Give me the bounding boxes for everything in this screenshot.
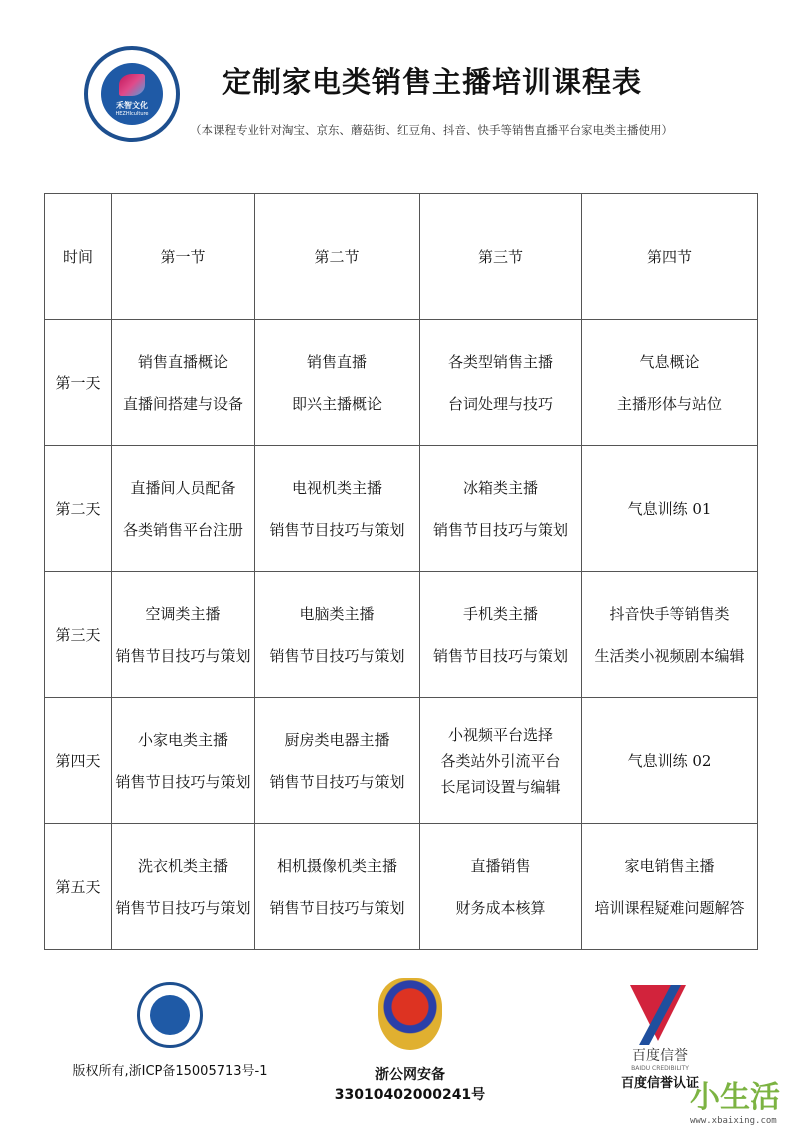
- lesson-line: 销售节目技巧与策划: [269, 646, 405, 665]
- course-schedule-table: [44, 193, 758, 950]
- lesson-cell: [582, 320, 758, 446]
- column-header: 时间: [45, 194, 112, 320]
- page-subtitle: （本课程专业针对淘宝、京东、蘑菇街、红豆角、抖音、快手等销售直播平台家电类主播使用）: [190, 123, 673, 137]
- company-logo-small: [137, 982, 203, 1048]
- lesson-cell: [420, 698, 582, 824]
- lesson-line: 财务成本核算: [455, 898, 546, 917]
- lesson-cell: [112, 446, 255, 572]
- lesson-line: 销售节目技巧与策划: [432, 646, 568, 665]
- lesson-line: 气息训练 01: [627, 499, 712, 518]
- company-logo: 禾智文化 HEZHIculture: [84, 46, 180, 142]
- lesson-line: 台词处理与技巧: [447, 394, 553, 413]
- lesson-line: 洗衣机类主播: [137, 856, 228, 875]
- lesson-line: 主播形体与站位: [616, 394, 722, 413]
- footer-copyright: 版权所有,浙ICP备15005713号-1: [70, 982, 270, 1079]
- lesson-line: 销售节目技巧与策划: [115, 646, 251, 665]
- lesson-line: 销售节目技巧与策划: [432, 520, 568, 539]
- lesson-cell: [255, 824, 420, 950]
- lesson-line: 气息概论: [639, 352, 700, 371]
- lesson-cell: [112, 572, 255, 698]
- lesson-cell: [112, 824, 255, 950]
- lesson-cell: [582, 572, 758, 698]
- column-header: 第三节: [420, 194, 582, 320]
- table-row: [45, 320, 758, 446]
- lesson-cell: [420, 320, 582, 446]
- header-row: [45, 194, 758, 320]
- lesson-cell: [582, 698, 758, 824]
- column-header: 第二节: [255, 194, 420, 320]
- lesson-line: 销售节目技巧与策划: [269, 772, 405, 791]
- lesson-cell: [420, 824, 582, 950]
- lesson-line: 电脑类主播: [299, 604, 375, 623]
- lesson-cell: [582, 446, 758, 572]
- lesson-line: 相机摄像机类主播: [276, 856, 397, 875]
- table-row: [45, 698, 758, 824]
- lesson-line: 销售直播概论: [137, 352, 228, 371]
- lesson-cell: [112, 698, 255, 824]
- footer-baidu: 百度信誉 BAIDU CREDIBILITY 百度信誉认证: [590, 985, 730, 1091]
- lesson-line: 长尾词设置与编辑: [440, 777, 561, 796]
- lesson-cell: [420, 572, 582, 698]
- lesson-line: 即兴主播概论: [291, 394, 382, 413]
- table-row: [45, 824, 758, 950]
- lesson-line: 销售节目技巧与策划: [115, 898, 251, 917]
- day-cell: 第一天: [45, 320, 112, 446]
- lesson-line: 直播间搭建与设备: [122, 394, 243, 413]
- lesson-line: 销售节目技巧与策划: [269, 520, 405, 539]
- lesson-line: 各类站外引流平台: [440, 751, 561, 770]
- lesson-line: 各类型销售主播: [447, 352, 553, 371]
- lesson-line: 小家电类主播: [137, 730, 228, 749]
- column-header: 第一节: [112, 194, 255, 320]
- watermark: 小生活 www.xbaixing.com: [690, 1080, 780, 1126]
- police-emblem-icon: [378, 978, 442, 1050]
- lesson-line: 电视机类主播: [291, 478, 382, 497]
- lesson-cell: [255, 320, 420, 446]
- lesson-line: 家电销售主播: [624, 856, 715, 875]
- lesson-line: 生活类小视频剧本编辑: [594, 646, 745, 665]
- lesson-cell: [420, 446, 582, 572]
- table-row: [45, 446, 758, 572]
- lesson-line: 各类销售平台注册: [122, 520, 243, 539]
- day-cell: 第三天: [45, 572, 112, 698]
- lesson-line: 厨房类电器主播: [284, 730, 390, 749]
- table-row: [45, 572, 758, 698]
- lesson-cell: [255, 572, 420, 698]
- lesson-line: 销售节目技巧与策划: [115, 772, 251, 791]
- lesson-line: 抖音快手等销售类: [609, 604, 730, 623]
- day-cell: 第二天: [45, 446, 112, 572]
- day-cell: 第五天: [45, 824, 112, 950]
- lesson-line: 空调类主播: [145, 604, 221, 623]
- lesson-cell: [112, 320, 255, 446]
- lesson-cell: [582, 824, 758, 950]
- lesson-line: 直播销售: [470, 856, 531, 875]
- lesson-line: 销售节目技巧与策划: [269, 898, 405, 917]
- lesson-line: 销售直播: [306, 352, 367, 371]
- page-title: 定制家电类销售主播培训课程表: [222, 65, 643, 99]
- day-cell: 第四天: [45, 698, 112, 824]
- column-header: 第四节: [582, 194, 758, 320]
- lesson-line: 冰箱类主播: [462, 478, 538, 497]
- lesson-cell: [255, 698, 420, 824]
- lesson-line: 小视频平台选择: [447, 725, 553, 744]
- lesson-line: 手机类主播: [462, 604, 538, 623]
- lesson-line: 直播间人员配备: [130, 478, 236, 497]
- lesson-cell: [255, 446, 420, 572]
- lesson-line: 培训课程疑难问题解答: [594, 898, 745, 917]
- baidu-credibility-logo: [625, 985, 695, 1045]
- lesson-line: 气息训练 02: [627, 751, 712, 770]
- footer-police: 浙公网安备 33010402000241号: [310, 978, 510, 1104]
